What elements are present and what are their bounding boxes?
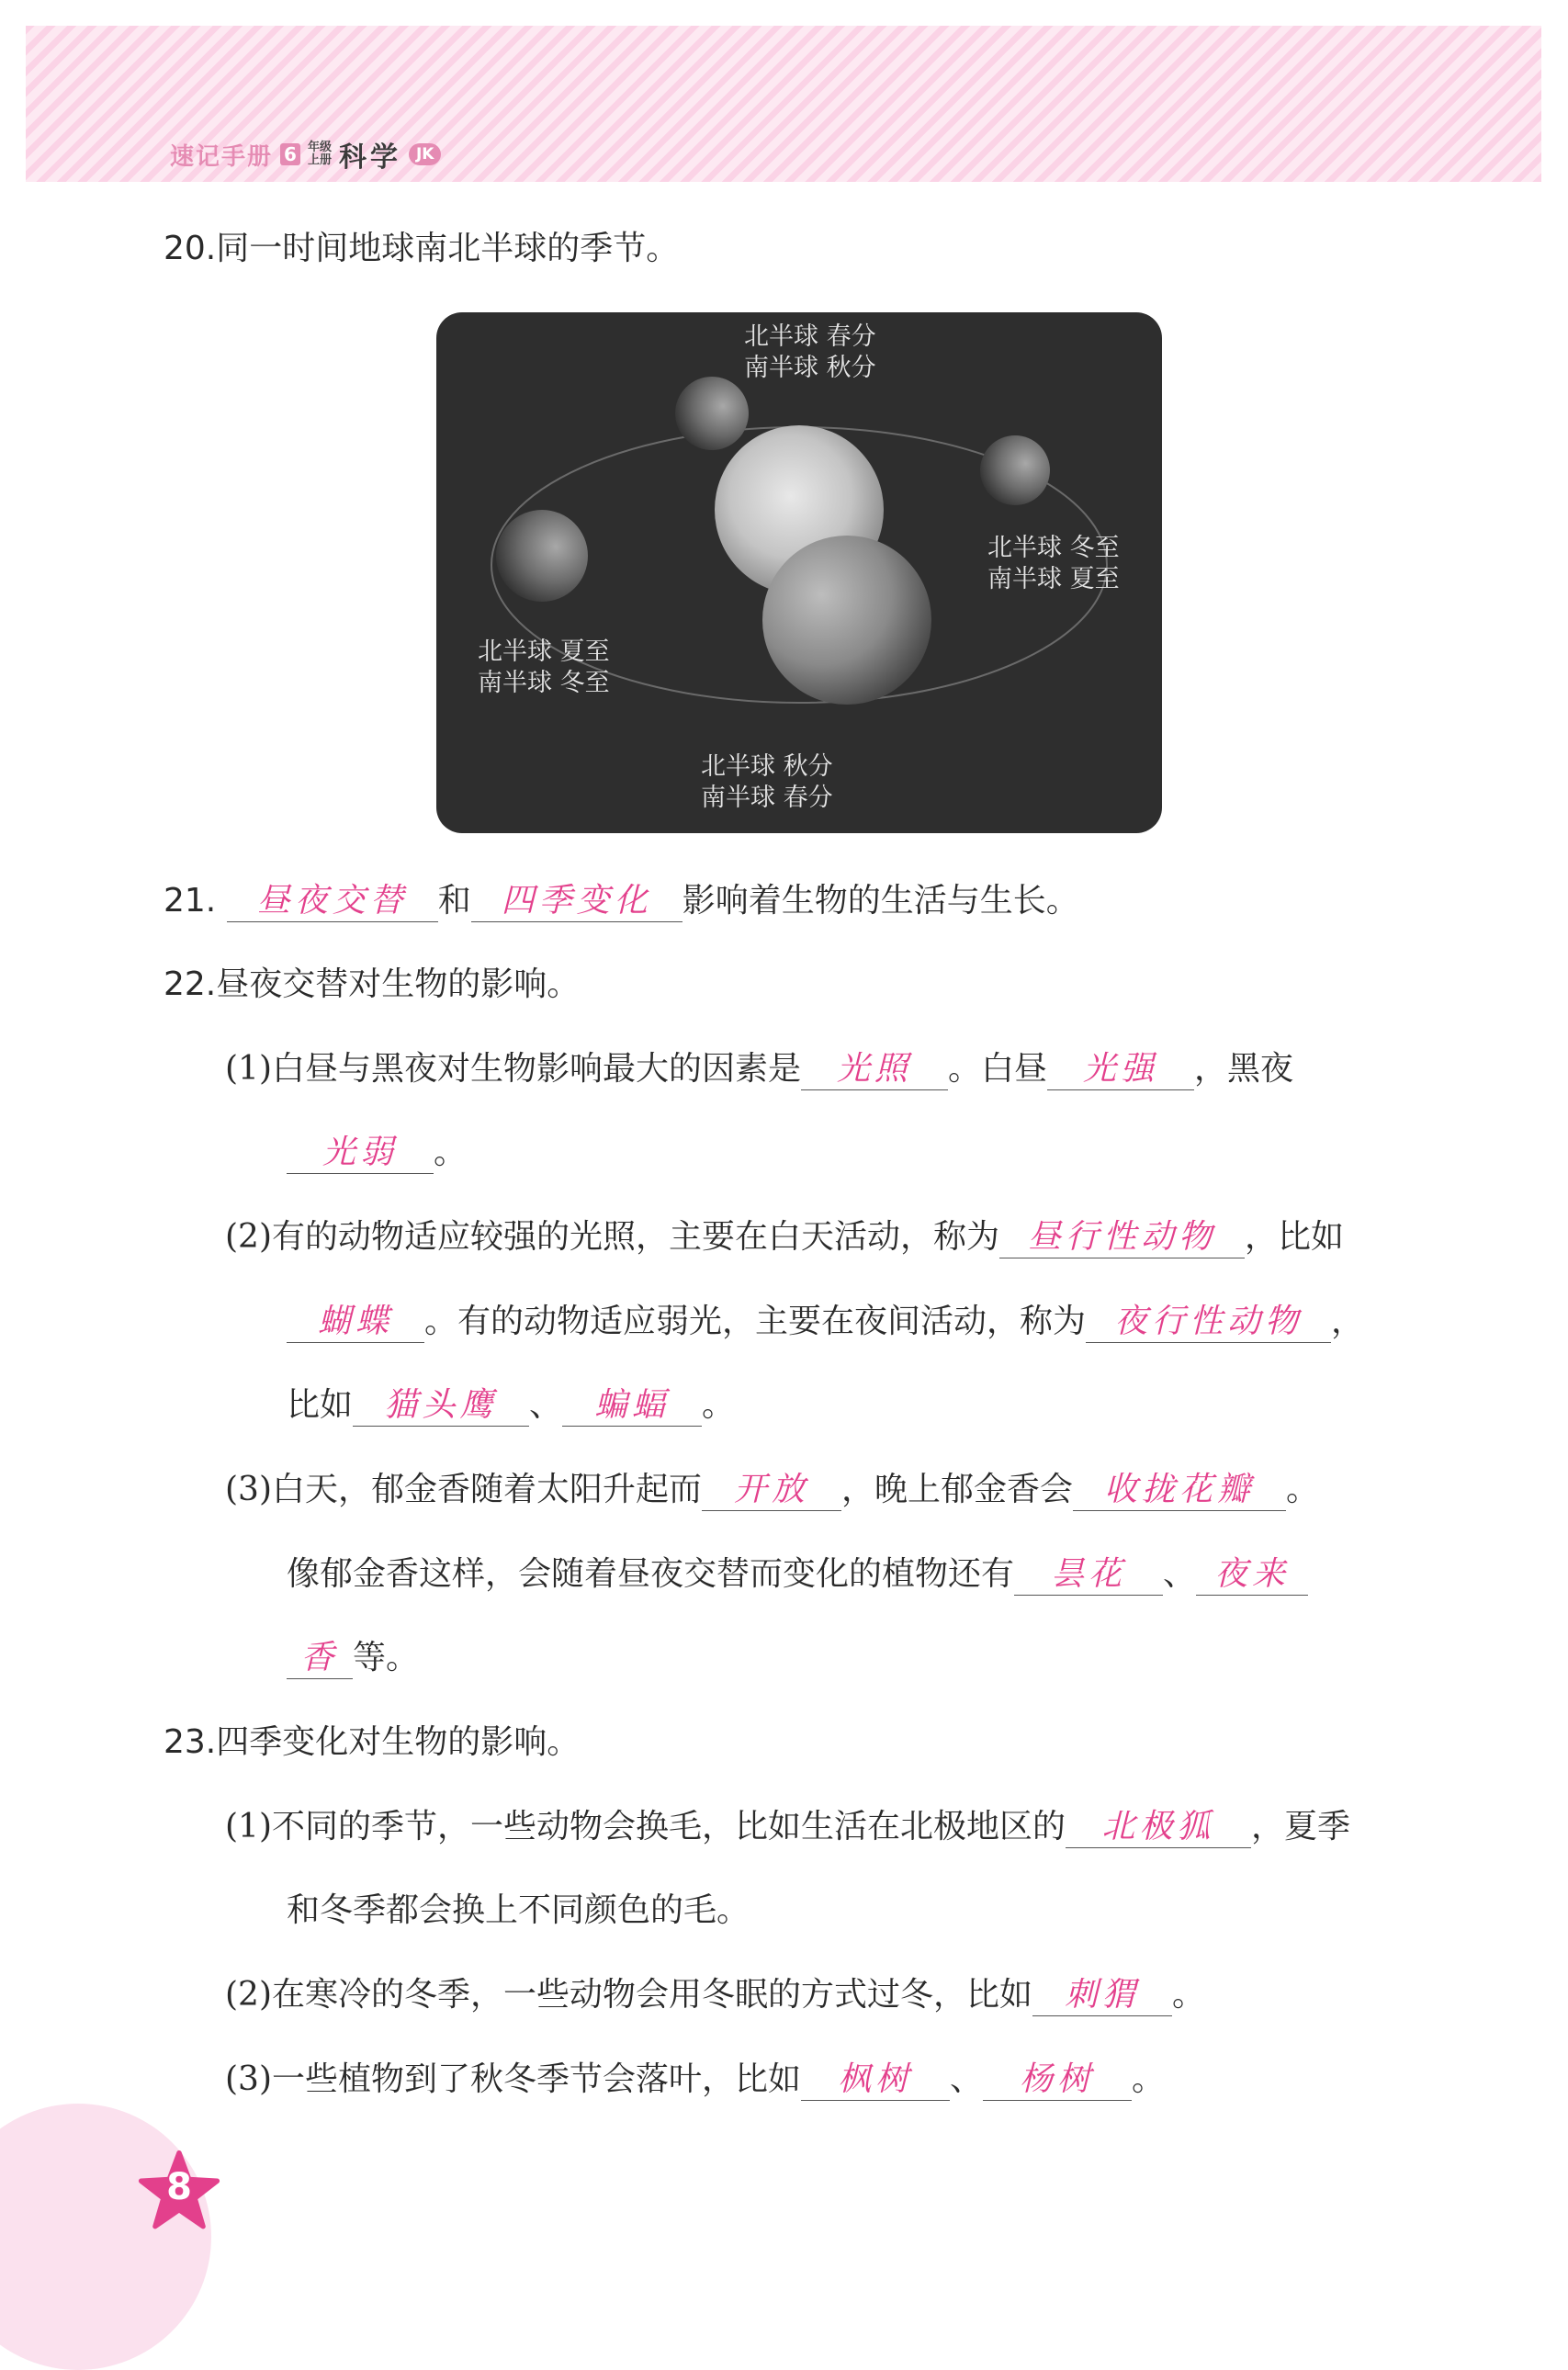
answer-blank: 开放 xyxy=(702,1470,841,1511)
question-23-1-line1: (1)不同的季节，一些动物会换毛，比如生活在北极地区的 北极狐 ，夏季 xyxy=(225,1803,1350,1851)
question-23-3: (3)一些植物到了秋冬季节会落叶，比如 枫树 、 杨树 。 xyxy=(225,2056,1165,2104)
earth-top xyxy=(675,377,749,450)
answer-blank: 昼行性动物 xyxy=(999,1217,1245,1258)
answer-blank: 昙花 xyxy=(1014,1554,1163,1596)
question-21: 21. 昼夜交替 和 四季变化 影响着生物的生活与生长。 xyxy=(164,877,1079,925)
answer-blank: 蝴蝶 xyxy=(287,1302,424,1343)
answer-blank: 蝙蝠 xyxy=(562,1385,702,1427)
answer-blank: 夜行性动物 xyxy=(1086,1302,1331,1343)
question-22-1-line2: 光弱 。 xyxy=(287,1129,467,1177)
question-22-3-line1: (3)白天，郁金香随着太阳升起而 开放 ，晚上郁金香会 收拢花瓣 。 xyxy=(225,1466,1319,1514)
answer-blank: 刺猬 xyxy=(1032,1975,1172,2016)
question-22-1-line1: (1)白昼与黑夜对生物影响最大的因素是 光照 。白昼 光强 ，黑夜 xyxy=(225,1045,1293,1093)
answer-blank: 光照 xyxy=(801,1049,948,1090)
edition-badge: JK xyxy=(409,143,442,165)
question-23-title: 23.四季变化对生物的影响。 xyxy=(164,1723,581,1761)
question-22-3-line3: 香 等。 xyxy=(287,1634,419,1682)
question-22-2-line1: (2)有的动物适应较强的光照，主要在白天活动，称为 昼行性动物 ，比如 xyxy=(225,1213,1344,1261)
label-top: 北半球 春分 南半球 秋分 xyxy=(744,322,876,382)
label-left: 北半球 夏至 南半球 冬至 xyxy=(478,638,610,697)
question-22-3-line2: 像郁金香这样，会随着昼夜交替而变化的植物还有 昙花 、 夜来 xyxy=(287,1551,1308,1598)
answer-blank: 香 xyxy=(287,1638,353,1679)
page-number: 8 xyxy=(166,2166,192,2208)
answer-blank: 四季变化 xyxy=(471,881,682,922)
answer-blank: 杨树 xyxy=(983,2060,1132,2101)
earth-right xyxy=(980,435,1050,505)
seasons-orbit-figure xyxy=(436,312,1162,833)
label-bottom: 北半球 秋分 南半球 春分 xyxy=(701,752,833,812)
book-title: 速记手册 xyxy=(170,142,274,171)
header-label xyxy=(170,136,441,173)
label-right: 北半球 冬至 南半球 夏至 xyxy=(987,534,1120,593)
answer-blank: 猫头鹰 xyxy=(353,1385,529,1427)
question-23-2: (2)在寒冷的冬季，一些动物会用冬眠的方式过冬，比如 刺猬 。 xyxy=(225,1971,1205,2019)
earth-bottom xyxy=(762,536,931,705)
question-20: 20.同一时间地球南北半球的季节。 xyxy=(164,230,680,267)
page-corner-decoration xyxy=(0,2104,211,2370)
answer-blank: 昼夜交替 xyxy=(227,881,438,922)
grade-volume: 年级 上册 xyxy=(307,141,332,167)
question-22-2-line2: 蝴蝶 。有的动物适应弱光，主要在夜间活动，称为 夜行性动物 ， xyxy=(287,1298,1364,1346)
answer-blank: 枫树 xyxy=(801,2060,950,2101)
answer-blank: 北极狐 xyxy=(1066,1807,1251,1848)
question-23-1-line2: 和冬季都会换上不同颜色的毛。 xyxy=(287,1891,750,1929)
grade-badge: 6 xyxy=(280,143,300,165)
subject-title: 科学 xyxy=(338,141,401,174)
answer-blank: 光强 xyxy=(1047,1049,1194,1090)
question-22-2-line3: 比如 猫头鹰 、 蝙蝠 。 xyxy=(287,1382,735,1429)
answer-blank: 夜来 xyxy=(1196,1554,1308,1596)
answer-blank: 光弱 xyxy=(287,1133,434,1174)
question-22-title: 22.昼夜交替对生物的影响。 xyxy=(164,965,581,1003)
answer-blank: 收拢花瓣 xyxy=(1073,1470,1286,1511)
earth-left xyxy=(496,510,588,602)
